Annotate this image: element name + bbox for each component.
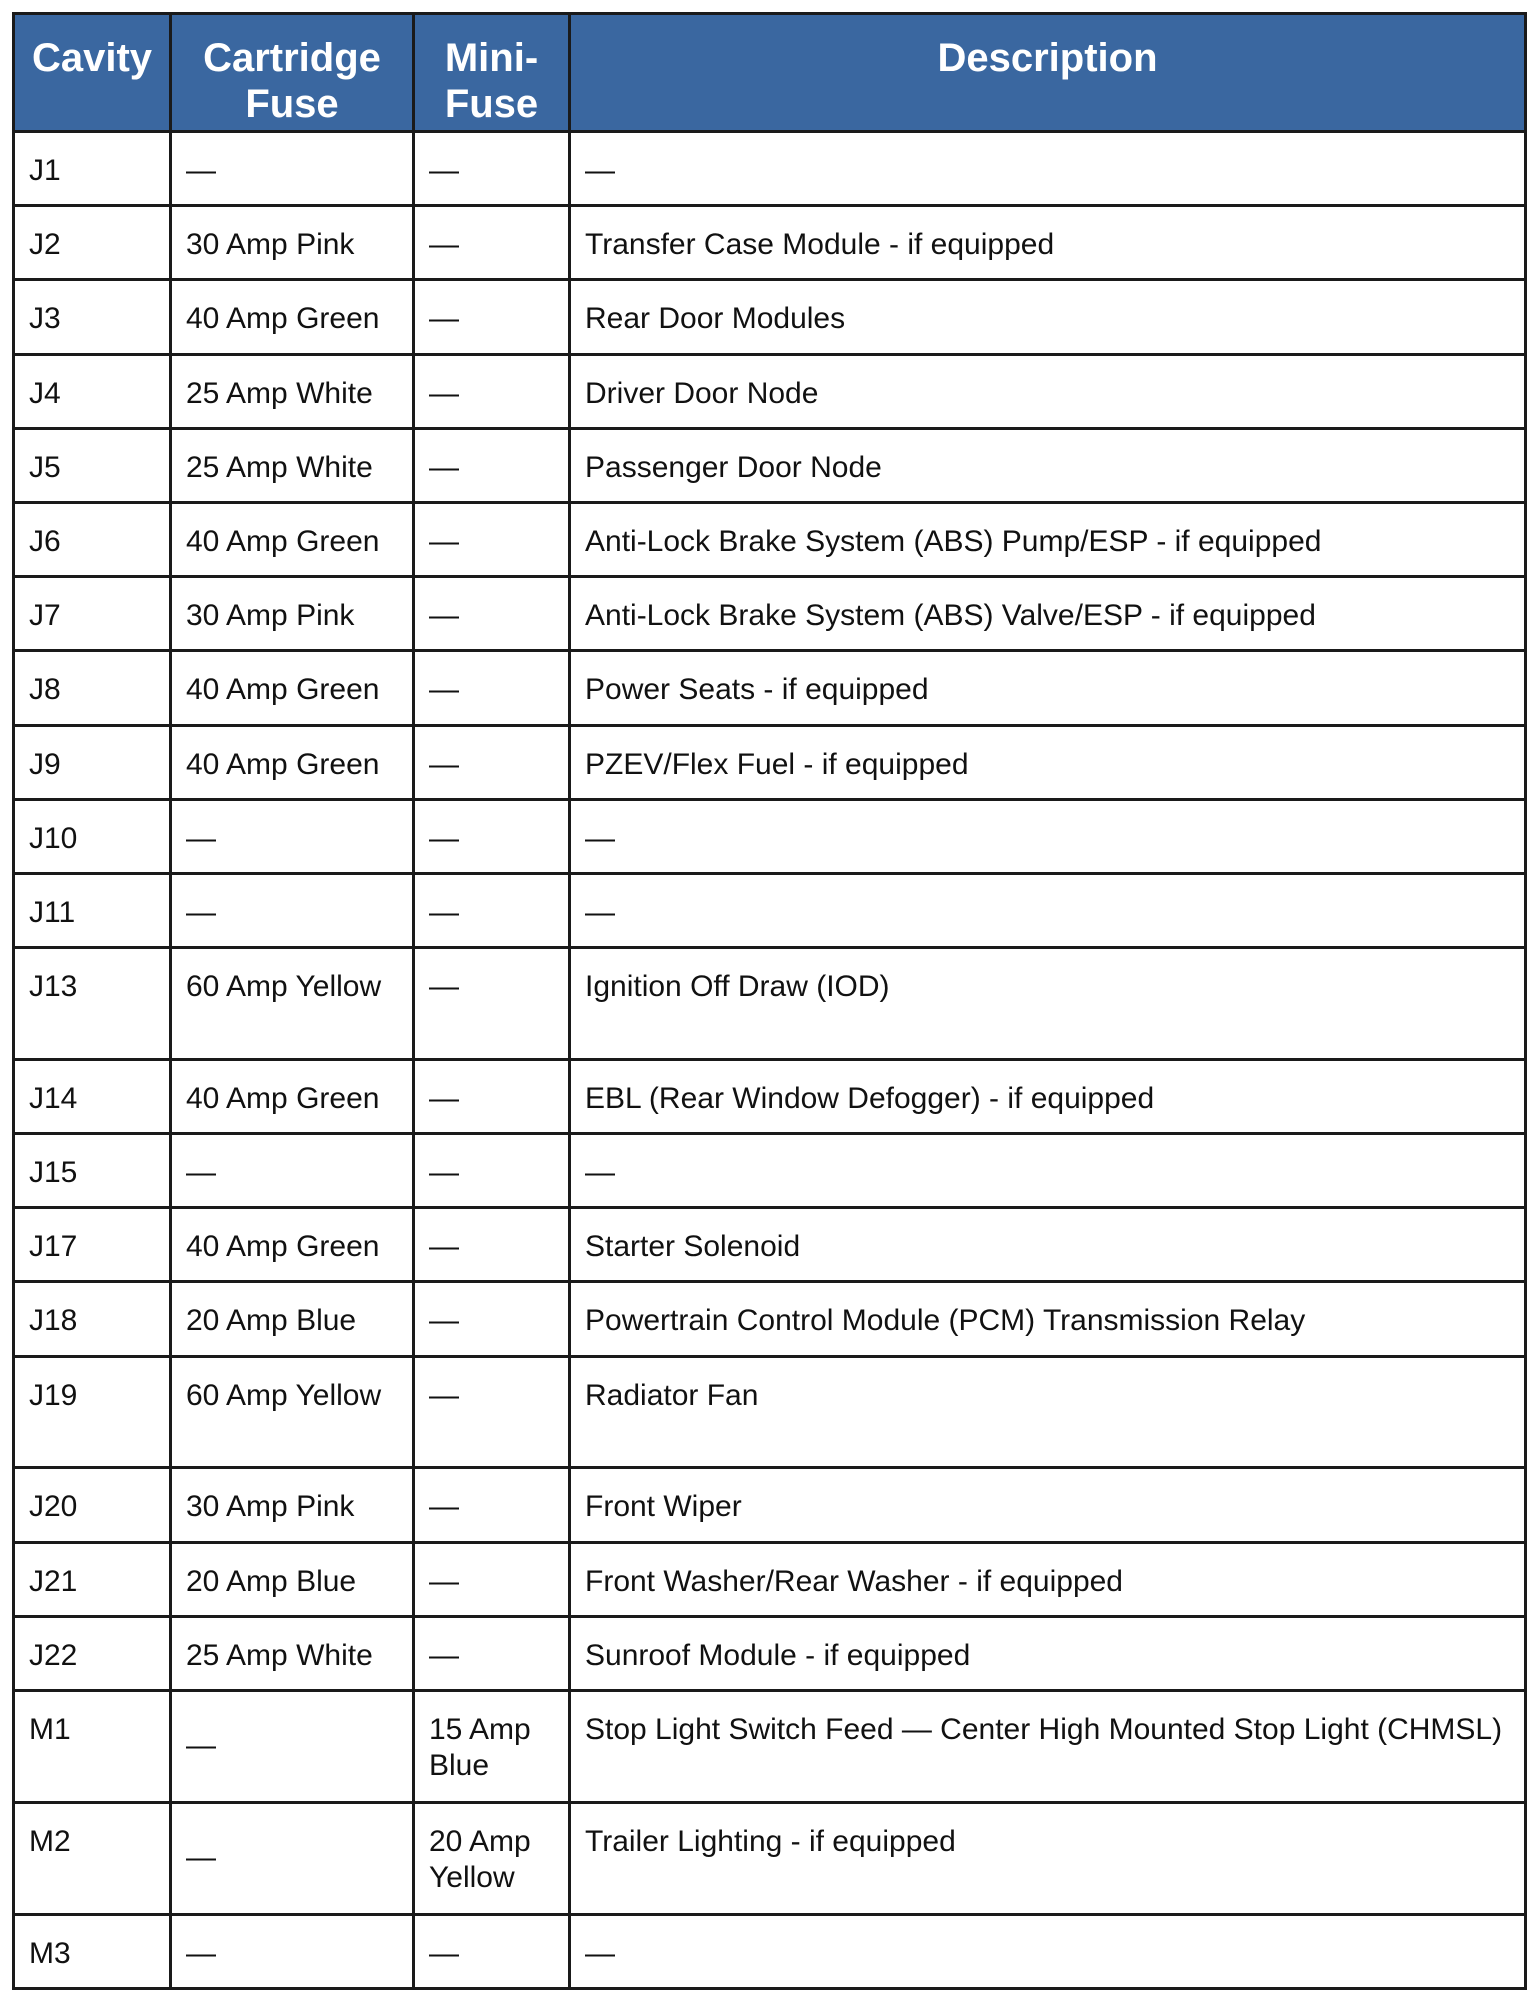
cell-cartridge-fuse: — [171, 1914, 414, 1988]
cell-description: Front Washer/Rear Washer - if equipped [570, 1542, 1526, 1616]
cell-cartridge-fuse: — [171, 132, 414, 206]
cell-description: Driver Door Node [570, 354, 1526, 428]
cell-cartridge-fuse: 20 Amp Blue [171, 1542, 414, 1616]
cell-cartridge-fuse: 40 Amp Green [171, 725, 414, 799]
cell-cavity: J7 [14, 577, 171, 651]
cell-description: Front Wiper [570, 1468, 1526, 1542]
cell-description: — [570, 1914, 1526, 1988]
cell-cavity: J17 [14, 1208, 171, 1282]
cell-cavity: J18 [14, 1282, 171, 1356]
cell-cavity: J22 [14, 1616, 171, 1690]
cell-cavity: J6 [14, 502, 171, 576]
cell-mini-fuse: 15 Amp Blue [414, 1690, 570, 1802]
cell-cartridge-fuse: — [171, 1134, 414, 1208]
cell-description: Starter Solenoid [570, 1208, 1526, 1282]
cell-cavity: J11 [14, 873, 171, 947]
cell-mini-fuse: — [414, 1468, 570, 1542]
cell-mini-fuse: — [414, 354, 570, 428]
cell-cavity: J21 [14, 1542, 171, 1616]
table-row [14, 502, 1526, 576]
cell-mini-fuse: — [414, 1059, 570, 1133]
table-row [14, 280, 1526, 354]
cell-cartridge-fuse: 30 Amp Pink [171, 206, 414, 280]
table-row [14, 948, 1526, 1060]
cell-cartridge-fuse: — [171, 799, 414, 873]
cell-mini-fuse: — [414, 1208, 570, 1282]
table-row [14, 1690, 1526, 1802]
cell-cavity: J19 [14, 1356, 171, 1468]
cell-mini-fuse: — [414, 873, 570, 947]
cell-description: Radiator Fan [570, 1356, 1526, 1468]
cell-mini-fuse: — [414, 577, 570, 651]
table-row [14, 132, 1526, 206]
table-row [14, 354, 1526, 428]
cell-description: Transfer Case Module - if equipped [570, 206, 1526, 280]
cell-cartridge-fuse: 25 Amp White [171, 1616, 414, 1690]
cell-mini-fuse: — [414, 280, 570, 354]
cell-mini-fuse: — [414, 1914, 570, 1988]
fuse-table [12, 12, 1527, 1990]
cell-cartridge-fuse: 40 Amp Green [171, 1208, 414, 1282]
cell-cartridge-fuse: 30 Amp Pink [171, 577, 414, 651]
table-row [14, 577, 1526, 651]
cell-cartridge-fuse: — [171, 1802, 414, 1914]
cell-cavity: J10 [14, 799, 171, 873]
table-row [14, 1356, 1526, 1468]
table-body [14, 132, 1526, 1989]
cell-cavity: J3 [14, 280, 171, 354]
cell-description: Powertrain Control Module (PCM) Transmission Relay [570, 1282, 1526, 1356]
cell-mini-fuse: — [414, 206, 570, 280]
cell-description: EBL (Rear Window Defogger) - if equipped [570, 1059, 1526, 1133]
cell-cavity: J2 [14, 206, 171, 280]
cell-cartridge-fuse: — [171, 1690, 414, 1802]
cell-description: Ignition Off Draw (IOD) [570, 948, 1526, 1060]
cell-mini-fuse: — [414, 428, 570, 502]
table-row [14, 799, 1526, 873]
cell-description: Power Seats - if equipped [570, 651, 1526, 725]
header-row [14, 14, 1526, 132]
table-row [14, 1059, 1526, 1133]
cell-description: Passenger Door Node [570, 428, 1526, 502]
cell-description: — [570, 873, 1526, 947]
cell-mini-fuse: — [414, 1542, 570, 1616]
cell-cavity: J9 [14, 725, 171, 799]
cell-description: Rear Door Modules [570, 280, 1526, 354]
cell-cavity: M2 [14, 1802, 171, 1914]
header-description: Description [570, 14, 1526, 132]
cell-mini-fuse: — [414, 948, 570, 1060]
cell-cartridge-fuse: 40 Amp Green [171, 502, 414, 576]
cell-cartridge-fuse: 60 Amp Yellow [171, 1356, 414, 1468]
cell-cartridge-fuse: 60 Amp Yellow [171, 948, 414, 1060]
table-row [14, 1134, 1526, 1208]
cell-mini-fuse: — [414, 1616, 570, 1690]
cell-cavity: J15 [14, 1134, 171, 1208]
cell-mini-fuse: — [414, 725, 570, 799]
cell-description: PZEV/Flex Fuel - if equipped [570, 725, 1526, 799]
table-row [14, 873, 1526, 947]
header-mini-fuse: Mini-Fuse [414, 14, 570, 132]
table-row [14, 1802, 1526, 1914]
table-row [14, 1282, 1526, 1356]
cell-description: Sunroof Module - if equipped [570, 1616, 1526, 1690]
cell-cartridge-fuse: 25 Amp White [171, 354, 414, 428]
header-cartridge-fuse: Cartridge Fuse [171, 14, 414, 132]
cell-description: — [570, 132, 1526, 206]
cell-description: — [570, 799, 1526, 873]
header-cavity: Cavity [14, 14, 171, 132]
cell-mini-fuse: 20 Amp Yellow [414, 1802, 570, 1914]
table-row [14, 1914, 1526, 1988]
cell-cartridge-fuse: 30 Amp Pink [171, 1468, 414, 1542]
cell-mini-fuse: — [414, 651, 570, 725]
cell-mini-fuse: — [414, 1282, 570, 1356]
cell-cavity: J8 [14, 651, 171, 725]
table-row [14, 1468, 1526, 1542]
table-row [14, 428, 1526, 502]
cell-cartridge-fuse: 25 Amp White [171, 428, 414, 502]
table-row [14, 1208, 1526, 1282]
table-row [14, 206, 1526, 280]
cell-mini-fuse: — [414, 799, 570, 873]
cell-cavity: J5 [14, 428, 171, 502]
table-row [14, 1616, 1526, 1690]
cell-mini-fuse: — [414, 502, 570, 576]
cell-cartridge-fuse: — [171, 873, 414, 947]
cell-description: Anti-Lock Brake System (ABS) Pump/ESP - if equipped [570, 502, 1526, 576]
cell-mini-fuse: — [414, 1356, 570, 1468]
cell-cavity: J1 [14, 132, 171, 206]
cell-cartridge-fuse: 40 Amp Green [171, 651, 414, 725]
cell-description: Stop Light Switch Feed — Center High Mounted Stop Light (CHMSL) [570, 1690, 1526, 1802]
cell-cavity: J20 [14, 1468, 171, 1542]
cell-mini-fuse: — [414, 132, 570, 206]
table-row [14, 725, 1526, 799]
cell-description: Trailer Lighting - if equipped [570, 1802, 1526, 1914]
cell-mini-fuse: — [414, 1134, 570, 1208]
cell-cavity: J14 [14, 1059, 171, 1133]
cell-cavity: M3 [14, 1914, 171, 1988]
table-row [14, 1542, 1526, 1616]
cell-cavity: J13 [14, 948, 171, 1060]
cell-description: Anti-Lock Brake System (ABS) Valve/ESP - if equipped [570, 577, 1526, 651]
cell-cartridge-fuse: 40 Amp Green [171, 280, 414, 354]
cell-cavity: M1 [14, 1690, 171, 1802]
cell-cartridge-fuse: 40 Amp Green [171, 1059, 414, 1133]
table-row [14, 651, 1526, 725]
cell-cavity: J4 [14, 354, 171, 428]
cell-description: — [570, 1134, 1526, 1208]
cell-cartridge-fuse: 20 Amp Blue [171, 1282, 414, 1356]
